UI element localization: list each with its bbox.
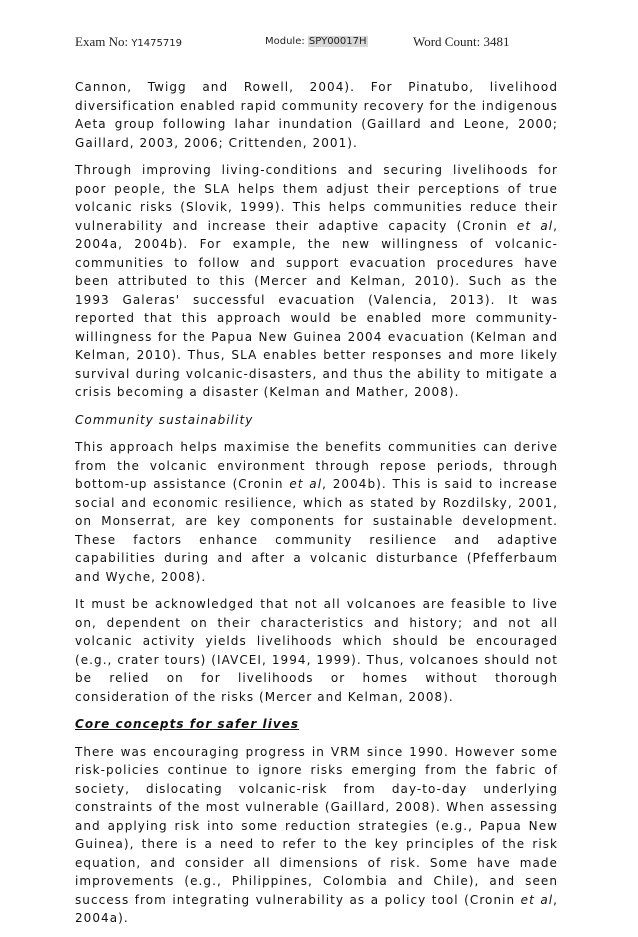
paragraph: There was encouraging progress in VRM since 1990. However some risk-policies continue to ignore risks emerging from the fabric of society, dislocating volcanic-risk from day-to-day underlying constraints of the most vulnerable (Gaillard, 2008). When assessing and applying risk into some reduction strategies (e.g., Papua New Guinea), there is a need to refer to the key principles of the risk equation, and consider all dimensions of risk. Some have made improvements (e.g., Philippines, Colombia and Chile), and seen success from integrating vulnerability as a policy tool (Cronin et al, 2004a).: [75, 744, 558, 925]
word-count: Word Count: 3481: [413, 34, 510, 49]
paragraph: It must be acknowledged that not all volcanoes are feasible to live on, dependent on their characteristics and history; and not all volcanic activity yields livelihoods which should be encouraged (e.g., crater tours) (IAVCEI, 1994, 1999). Thus, volcanoes should not be relied on for livelihoods or homes without thorough consideration of the risks (Mercer and Kelman, 2008).: [75, 597, 558, 704]
module-code: Module: SPY00017H: [265, 36, 367, 47]
document-body: [75, 78, 558, 937]
subheading: Community sustainability: [75, 412, 254, 427]
exam-number: Exam No: Y1475719: [75, 34, 182, 49]
section-heading: Core concepts for safer lives: [75, 717, 300, 731]
paragraph: Cannon, Twigg and Rowell, 2004). For Pinatubo, livelihood diversification enabled rapid community recovery for the indigenous Aeta group following lahar inundation (Gaillard and Leone, 2000; Gaillard, 2003, 2006; Crittenden, 2001).: [75, 80, 558, 150]
paragraph: This approach helps maximise the benefits communities can derive from the volcanic environment through repose periods, through bottom-up assistance (Cronin et al, 2004b). This is said to increase social and economic resilience, which as stated by Rozdilsky, 2001, on Monserrat, are key components for sustainable development. These factors enhance community resilience and adaptive capabilities during and after a volcanic disturbance (Pfefferbaum and Wyche, 2008).: [75, 440, 558, 584]
page-header: [75, 34, 575, 56]
paragraph: Through improving living-conditions and securing livelihoods for poor people, the SLA helps them adjust their perceptions of true volcanic risks (Slovik, 1999). This helps communities reduce their vulnerability and increase their adaptive capacity (Cronin et al, 2004a, 2004b). For example, the new willingness of volcanic-communities to follow and support evacuation procedures have been attributed to this (Mercer and Kelman, 2010). Such as the 1993 Galeras' successful evacuation (Valencia, 2013). It was reported that this approach would be enabled more community-willingness for the Papua New Guinea 2004 evacuation (Kelman and Kelman, 2010). Thus, SLA enables better responses and more likely survival during volcanic-disasters, and thus the ability to mitigate a crisis becoming a disaster (Kelman and Mather, 2008).: [75, 163, 558, 399]
